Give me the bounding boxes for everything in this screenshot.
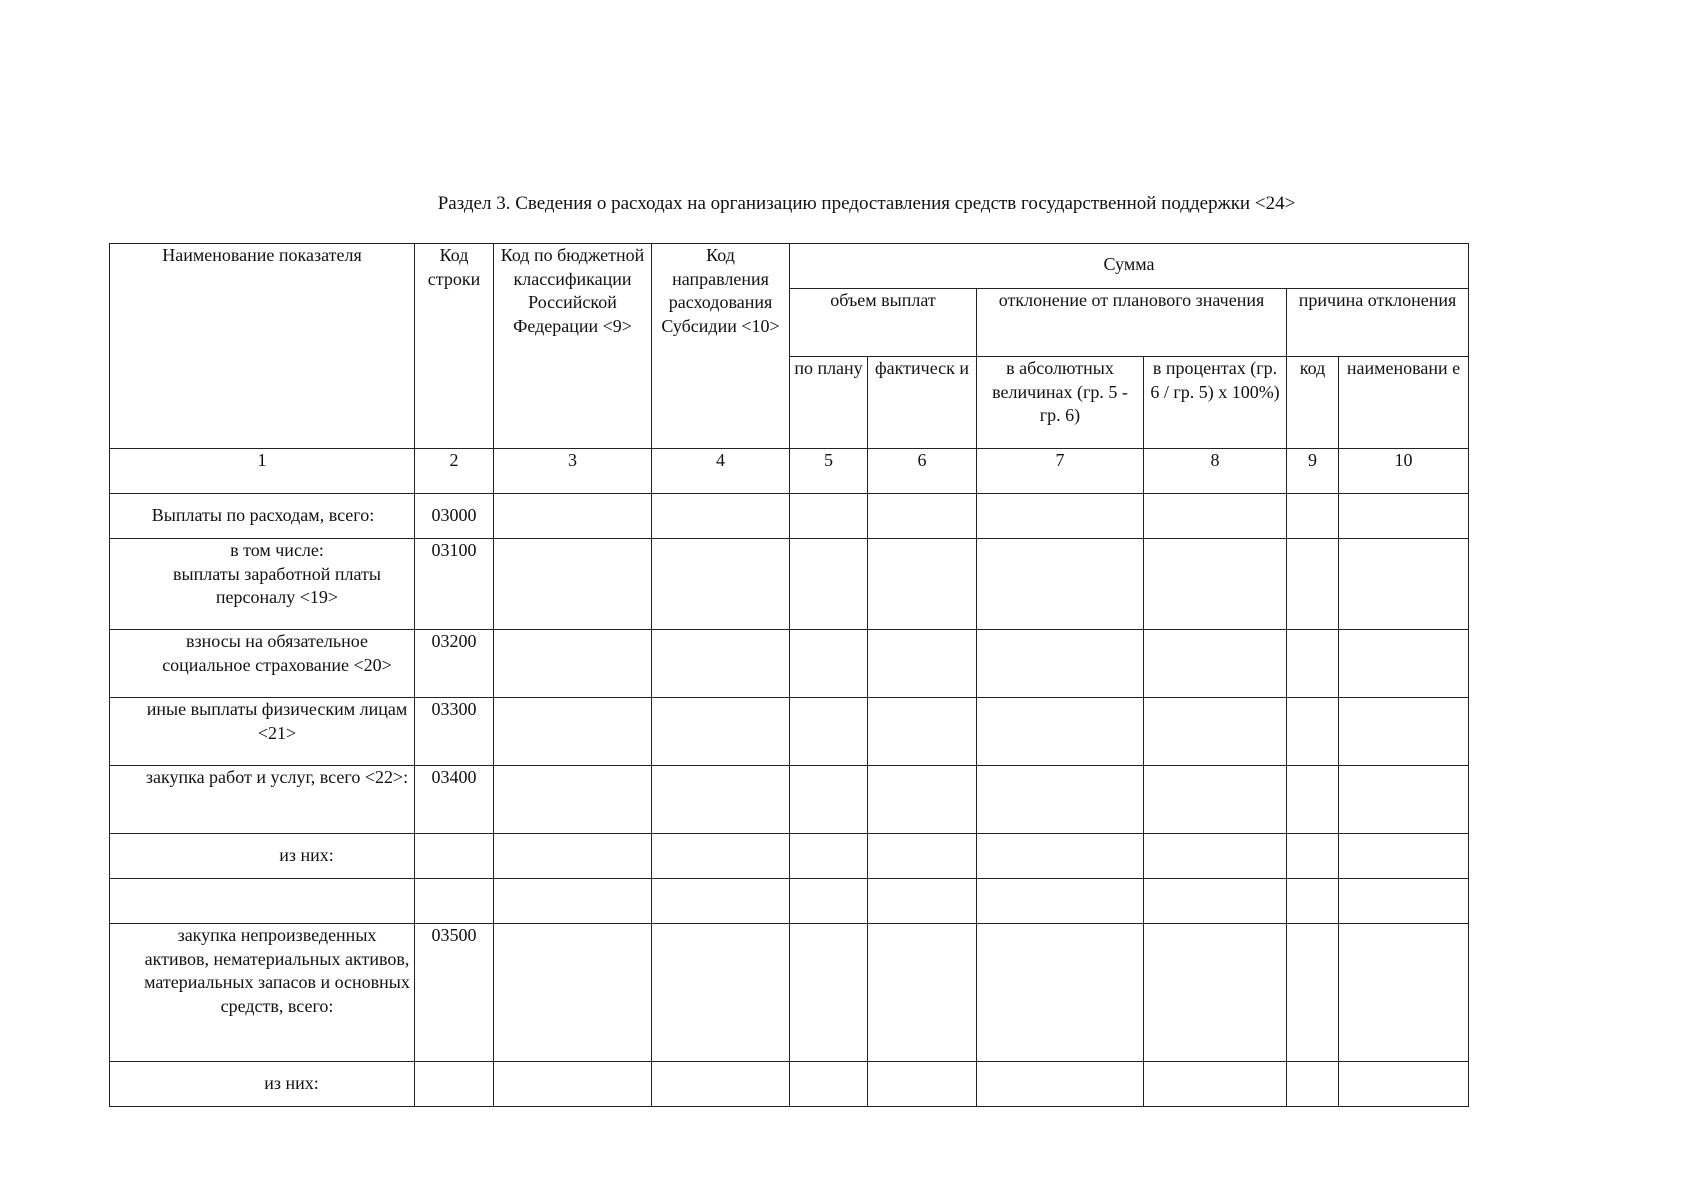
- row-code: 03100: [415, 539, 494, 630]
- table-row: [110, 766, 1469, 834]
- cell-absolute[interactable]: [977, 494, 1144, 539]
- row-name: взносы на обязательное социальное страхование <20>: [110, 630, 415, 698]
- header-reason-code: код: [1287, 357, 1339, 449]
- cell-actual[interactable]: [868, 834, 977, 879]
- cell-absolute[interactable]: [977, 834, 1144, 879]
- cell-reason-name[interactable]: [1339, 834, 1469, 879]
- header-reason-name: наименовани е: [1339, 357, 1469, 449]
- cell-reason-code[interactable]: [1287, 879, 1339, 924]
- cell-absolute[interactable]: [977, 1062, 1144, 1107]
- cell-budget-code[interactable]: [494, 494, 652, 539]
- section-title: Раздел 3. Сведения о расходах на организацию предоставления средств государственной поддержки <24>: [437, 193, 1296, 214]
- cell-reason-code[interactable]: [1287, 1062, 1339, 1107]
- cell-actual[interactable]: [868, 1062, 977, 1107]
- row-code: [415, 834, 494, 879]
- cell-absolute[interactable]: [977, 924, 1144, 1062]
- cell-reason-code[interactable]: [1287, 834, 1339, 879]
- column-numbers-row: [110, 449, 1469, 494]
- cell-budget-code[interactable]: [494, 698, 652, 766]
- cell-actual[interactable]: [868, 924, 977, 1062]
- cell-reason-code[interactable]: [1287, 766, 1339, 834]
- cell-reason-code[interactable]: [1287, 539, 1339, 630]
- cell-direction-code[interactable]: [652, 834, 790, 879]
- cell-actual[interactable]: [868, 539, 977, 630]
- cell-budget-code[interactable]: [494, 834, 652, 879]
- header-deviation: отклонение от планового значения: [977, 289, 1287, 357]
- cell-plan[interactable]: [790, 924, 868, 1062]
- cell-reason-name[interactable]: [1339, 630, 1469, 698]
- cell-plan[interactable]: [790, 1062, 868, 1107]
- cell-reason-code[interactable]: [1287, 494, 1339, 539]
- column-number: 1: [110, 449, 415, 494]
- cell-direction-code[interactable]: [652, 924, 790, 1062]
- cell-direction-code[interactable]: [652, 494, 790, 539]
- cell-reason-name[interactable]: [1339, 494, 1469, 539]
- column-number: 6: [868, 449, 977, 494]
- cell-plan[interactable]: [790, 698, 868, 766]
- cell-percent[interactable]: [1144, 834, 1287, 879]
- row-name: из них:: [110, 834, 415, 879]
- cell-percent[interactable]: [1144, 539, 1287, 630]
- cell-reason-name[interactable]: [1339, 698, 1469, 766]
- cell-actual[interactable]: [868, 879, 977, 924]
- cell-absolute[interactable]: [977, 766, 1144, 834]
- cell-plan[interactable]: [790, 879, 868, 924]
- row-code: [415, 1062, 494, 1107]
- row-name[interactable]: [110, 879, 415, 924]
- cell-budget-code[interactable]: [494, 630, 652, 698]
- cell-percent[interactable]: [1144, 766, 1287, 834]
- header-direction-code: Код направления расходования Субсидии <10>: [652, 244, 790, 449]
- cell-direction-code[interactable]: [652, 630, 790, 698]
- expenses-table: [109, 243, 1469, 1107]
- table-row: [110, 630, 1469, 698]
- header-payments-volume: объем выплат: [790, 289, 977, 357]
- header-actual: фактическ и: [868, 357, 977, 449]
- header-percent: в процентах (гр. 6 / гр. 5) x 100%): [1144, 357, 1287, 449]
- row-code: 03500: [415, 924, 494, 1062]
- header-row-1: [110, 244, 1469, 289]
- cell-reason-code[interactable]: [1287, 630, 1339, 698]
- cell-reason-code[interactable]: [1287, 924, 1339, 1062]
- cell-direction-code[interactable]: [652, 766, 790, 834]
- cell-actual[interactable]: [868, 494, 977, 539]
- cell-budget-code[interactable]: [494, 924, 652, 1062]
- column-number: 8: [1144, 449, 1287, 494]
- header-reason: причина отклонения: [1287, 289, 1469, 357]
- row-name: закупка непроизведенных активов, нематериальных активов, материальных запасов и основных средств, всего:: [110, 924, 415, 1062]
- cell-budget-code[interactable]: [494, 766, 652, 834]
- column-number: 10: [1339, 449, 1469, 494]
- table-row: [110, 879, 1469, 924]
- row-code: 03300: [415, 698, 494, 766]
- cell-reason-name[interactable]: [1339, 924, 1469, 1062]
- cell-reason-name[interactable]: [1339, 879, 1469, 924]
- cell-reason-code[interactable]: [1287, 698, 1339, 766]
- table-row: [110, 698, 1469, 766]
- row-name: из них:: [110, 1062, 415, 1107]
- cell-budget-code[interactable]: [494, 879, 652, 924]
- header-absolute: в абсолютных величинах (гр. 5 - гр. 6): [977, 357, 1144, 449]
- table-row: [110, 924, 1469, 1062]
- table-row: [110, 539, 1469, 630]
- cell-budget-code[interactable]: [494, 1062, 652, 1107]
- cell-direction-code[interactable]: [652, 879, 790, 924]
- row-code: 03000: [415, 494, 494, 539]
- column-number: 9: [1287, 449, 1339, 494]
- header-indicator-name: Наименование показателя: [110, 244, 415, 449]
- column-number: 3: [494, 449, 652, 494]
- cell-percent[interactable]: [1144, 924, 1287, 1062]
- cell-direction-code[interactable]: [652, 698, 790, 766]
- header-sum: Сумма: [790, 244, 1469, 289]
- cell-reason-name[interactable]: [1339, 539, 1469, 630]
- cell-percent[interactable]: [1144, 494, 1287, 539]
- cell-plan[interactable]: [790, 494, 868, 539]
- row-name: иные выплаты физическим лицам <21>: [110, 698, 415, 766]
- cell-actual[interactable]: [868, 766, 977, 834]
- row-name: закупка работ и услуг, всего <22>:: [110, 766, 415, 834]
- table-row: [110, 834, 1469, 879]
- row-code: 03400: [415, 766, 494, 834]
- cell-actual[interactable]: [868, 630, 977, 698]
- cell-absolute[interactable]: [977, 879, 1144, 924]
- row-name: Выплаты по расходам, всего:: [110, 494, 415, 539]
- column-number: 5: [790, 449, 868, 494]
- cell-percent[interactable]: [1144, 1062, 1287, 1107]
- header-budget-code: Код по бюджетной классификации Российской Федерации <9>: [494, 244, 652, 449]
- table-row: [110, 494, 1469, 539]
- cell-reason-name[interactable]: [1339, 1062, 1469, 1107]
- cell-percent[interactable]: [1144, 879, 1287, 924]
- cell-direction-code[interactable]: [652, 539, 790, 630]
- column-number: 7: [977, 449, 1144, 494]
- column-number: 2: [415, 449, 494, 494]
- column-number: 4: [652, 449, 790, 494]
- cell-plan[interactable]: [790, 630, 868, 698]
- cell-plan[interactable]: [790, 539, 868, 630]
- cell-budget-code[interactable]: [494, 539, 652, 630]
- row-name: в том числе: выплаты заработной платы персоналу <19>: [110, 539, 415, 630]
- cell-plan[interactable]: [790, 766, 868, 834]
- cell-plan[interactable]: [790, 834, 868, 879]
- cell-actual[interactable]: [868, 698, 977, 766]
- cell-percent[interactable]: [1144, 630, 1287, 698]
- cell-reason-name[interactable]: [1339, 766, 1469, 834]
- cell-percent[interactable]: [1144, 698, 1287, 766]
- row-code[interactable]: [415, 879, 494, 924]
- cell-absolute[interactable]: [977, 698, 1144, 766]
- cell-absolute[interactable]: [977, 539, 1144, 630]
- cell-absolute[interactable]: [977, 630, 1144, 698]
- header-line-code: Код строки: [415, 244, 494, 449]
- table-row: [110, 1062, 1469, 1107]
- cell-direction-code[interactable]: [652, 1062, 790, 1107]
- row-code: 03200: [415, 630, 494, 698]
- header-plan: по плану: [790, 357, 868, 449]
